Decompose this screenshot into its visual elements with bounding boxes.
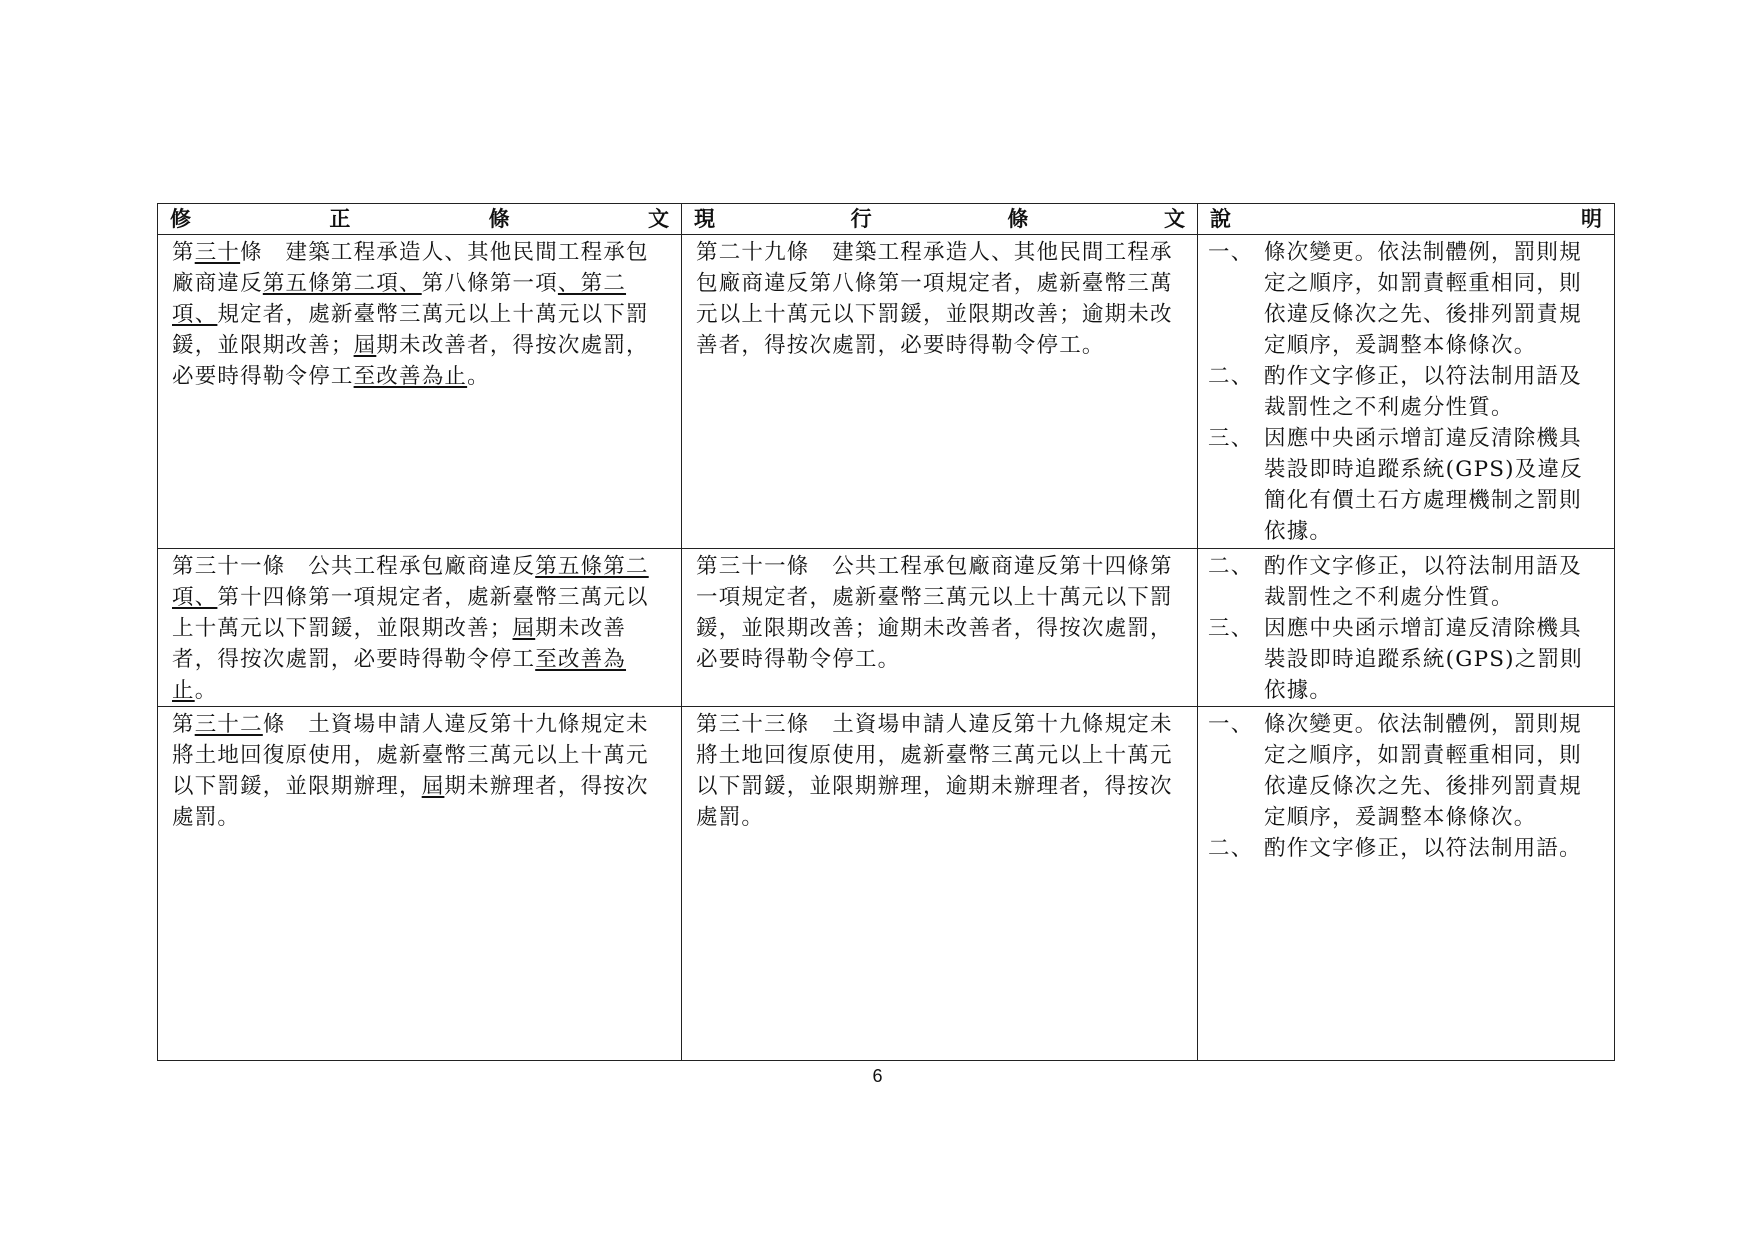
table-row [158,235,1615,549]
note-item [1198,613,1614,706]
header-char: 明 [1581,206,1602,231]
note-text: 酌作文字修正，以符法制用語及裁罰性之不利處分性質。 [1264,364,1582,420]
note-item [1198,833,1614,864]
amended-segment: 第十四條第一項規定者，處新臺幣三萬元以上十萬元以下罰鍰，並限期改善； [172,585,649,641]
amended-change: 三十 [194,240,241,265]
amended-change: 屆 [353,333,377,358]
amended-text [158,235,681,392]
amended-change: 、第二項、 [172,271,627,327]
note-item [1198,237,1614,361]
amended-change: 三十二 [194,712,263,737]
amended-change: 第五條第二項、 [172,554,649,610]
note-number: 三、 [1208,426,1254,451]
header-char: 條 [488,206,510,231]
current-text: 第三十三條 土資場申請人違反第十九條規定未將土地回復原使用，處新臺幣三萬元以上十萬元以下罰鍰，並限期辦理，逾期未辦理者，得按次處罰。 [696,712,1173,830]
note-number: 二、 [1208,364,1254,389]
notes-cell [1198,549,1615,707]
amended-change: 屆 [512,616,536,641]
notes-cell [1198,235,1615,549]
note-text: 因應中央函示增訂違反清除機具裝設即時追蹤系統(GPS)之罰則依據。 [1264,616,1583,703]
amended-change: 至改善為止 [172,647,627,703]
note-text: 條次變更。依法制體例，罰則規定之順序，如罰責輕重相同，則依違反條次之先、後排列罰責規定順序，爰調整本條條次。 [1264,712,1582,830]
header-char: 現 [694,206,715,231]
header-row [158,204,1615,235]
note-text: 酌作文字修正，以符法制用語。 [1264,836,1582,861]
header-char: 修 [170,206,191,231]
note-text: 酌作文字修正，以符法制用語及裁罰性之不利處分性質。 [1264,554,1582,610]
current-text: 第三十一條 公共工程承包廠商違反第十四條第一項規定者，處新臺幣三萬元以上十萬元以下罰鍰，並限期改善；逾期未改善者，得按次處罰，必要時得勒令停工。 [696,554,1173,672]
header-char: 行 [850,206,872,231]
notes-cell [1198,707,1615,1061]
current-cell [682,235,1198,549]
amended-segment: 期未改善者，得按次處罰，必要時得勒令停工 [172,333,649,389]
table-row [158,549,1615,707]
note-item [1198,551,1614,613]
note-item [1198,709,1614,833]
amended-change: 屆 [421,774,445,799]
page-number: 6 [872,1066,883,1086]
amended-cell [158,707,682,1061]
note-number: 二、 [1208,836,1254,861]
header-char: 條 [1007,206,1029,231]
current-cell [682,707,1198,1061]
amended-segment: 期未辦理者，得按次處罰。 [172,774,649,830]
amended-segment: 規定者，處新臺幣三萬元以上十萬元以下罰鍰，並限期改善； [172,302,649,358]
amended-cell [158,549,682,707]
header-amended [158,204,682,235]
header-current [682,204,1198,235]
header-char: 文 [647,206,669,231]
comparison-table [157,203,1615,1061]
table-row [158,707,1615,1061]
current-cell [682,549,1198,707]
note-number: 二、 [1208,554,1254,579]
amended-segment: 。 [467,364,490,389]
amended-segment: 期未改善者，得按次處罰，必要時得勒令停工 [172,616,627,672]
amended-segment: 第八條第一項 [421,271,558,296]
amended-cell [158,235,682,549]
note-number: 一、 [1208,712,1254,737]
amended-segment: 第 [172,240,195,265]
note-item [1198,423,1614,547]
header-notes [1198,204,1615,235]
header-char: 正 [329,206,351,231]
amended-text [158,707,681,833]
amended-segment: 條 土資場申請人違反第十九條規定未將土地回復原使用，處新臺幣三萬元以上十萬元以下罰鍰，並限期辦理， [172,712,649,799]
note-text: 因應中央函示增訂違反清除機具裝設即時追蹤系統(GPS)及違反簡化有價土石方處理機制之罰則依據。 [1264,426,1583,544]
note-number: 一、 [1208,240,1254,265]
amended-segment: 第三十一條 公共工程承包廠商違反 [172,554,536,579]
amended-change: 至改善為止 [353,364,468,389]
current-text: 第二十九條 建築工程承造人、其他民間工程承包廠商違反第八條第一項規定者，處新臺幣三萬元以上十萬元以下罰鍰，並限期改善；逾期未改善者，得按次處罰，必要時得勒令停工。 [696,240,1173,358]
header-char: 文 [1163,206,1185,231]
amended-change: 第五條第二項、 [262,271,422,296]
note-item [1198,361,1614,423]
note-number: 三、 [1208,616,1254,641]
amended-segment: 。 [194,678,218,703]
note-text: 條次變更。依法制體例，罰則規定之順序，如罰責輕重相同，則依違反條次之先、後排列罰責規定順序，爰調整本條條次。 [1264,240,1582,358]
header-char: 說 [1210,206,1231,231]
amended-segment: 第 [172,712,195,737]
amended-text [158,549,681,706]
amended-segment: 條 建築工程承造人、其他民間工程承包廠商違反 [172,240,649,296]
